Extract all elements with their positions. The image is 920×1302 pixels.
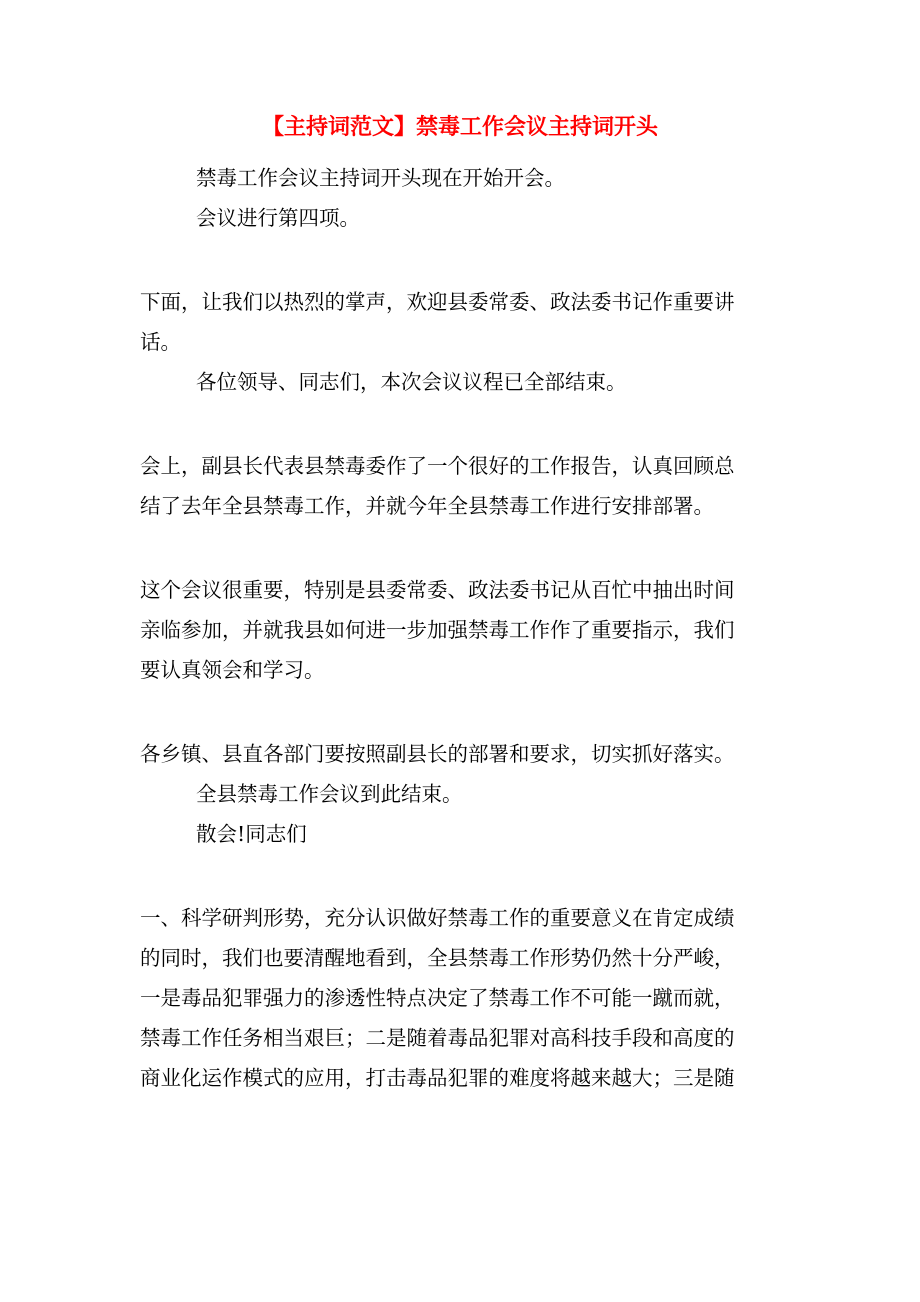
paragraph-line: 散会!同志们 (196, 822, 307, 846)
document-body-block-1 (140, 158, 780, 238)
document-body-block-6 (140, 898, 780, 1098)
paragraph-line: 亲临参加，并就我县如何进一步加强禁毒工作作了重要指示，我们 (140, 618, 735, 642)
paragraph-line: 一、科学研判形势，充分认识做好禁毒工作的重要意义在肯定成绩 (140, 906, 735, 930)
paragraph-line: 这个会议很重要，特别是县委常委、政法委书记从百忙中抽出时间 (140, 578, 735, 602)
paragraph-line: 禁毒工作会议主持词开头现在开始开会。 (196, 166, 565, 190)
paragraph-line: 商业化运作模式的应用，打击毒品犯罪的难度将越来越大；三是随 (140, 1066, 735, 1090)
document-body-block-2 (140, 282, 780, 402)
paragraph-line: 下面，让我们以热烈的掌声，欢迎县委常委、政法委书记作重要讲 (140, 290, 735, 314)
paragraph-line: 的同时，我们也要清醒地看到，全县禁毒工作形势仍然十分严峻， (140, 946, 735, 970)
paragraph-line: 禁毒工作任务相当艰巨；二是随着毒品犯罪对高科技手段和高度的 (140, 1026, 735, 1050)
document-body-block-4 (140, 570, 780, 690)
paragraph-line: 会上，副县长代表县禁毒委作了一个很好的工作报告，认真回顾总 (140, 454, 735, 478)
document-body-block-5 (140, 734, 780, 854)
paragraph-line: 全县禁毒工作会议到此结束。 (196, 782, 463, 806)
paragraph-line: 结了去年全县禁毒工作，并就今年全县禁毒工作进行安排部署。 (140, 494, 714, 518)
paragraph-line: 会议进行第四项。 (196, 206, 360, 230)
document-title: 【主持词范文】禁毒工作会议主持词开头 (261, 115, 658, 140)
document-body-block-3 (140, 446, 780, 526)
paragraph-line: 各乡镇、县直各部门要按照副县长的部署和要求，切实抓好落实。 (140, 742, 735, 766)
paragraph-line: 一是毒品犯罪强力的渗透性特点决定了禁毒工作不可能一蹴而就， (140, 986, 735, 1010)
paragraph-line: 要认真领会和学习。 (140, 658, 325, 682)
paragraph-line: 话。 (140, 330, 181, 354)
paragraph-line: 各位领导、同志们，本次会议议程已全部结束。 (196, 370, 627, 394)
